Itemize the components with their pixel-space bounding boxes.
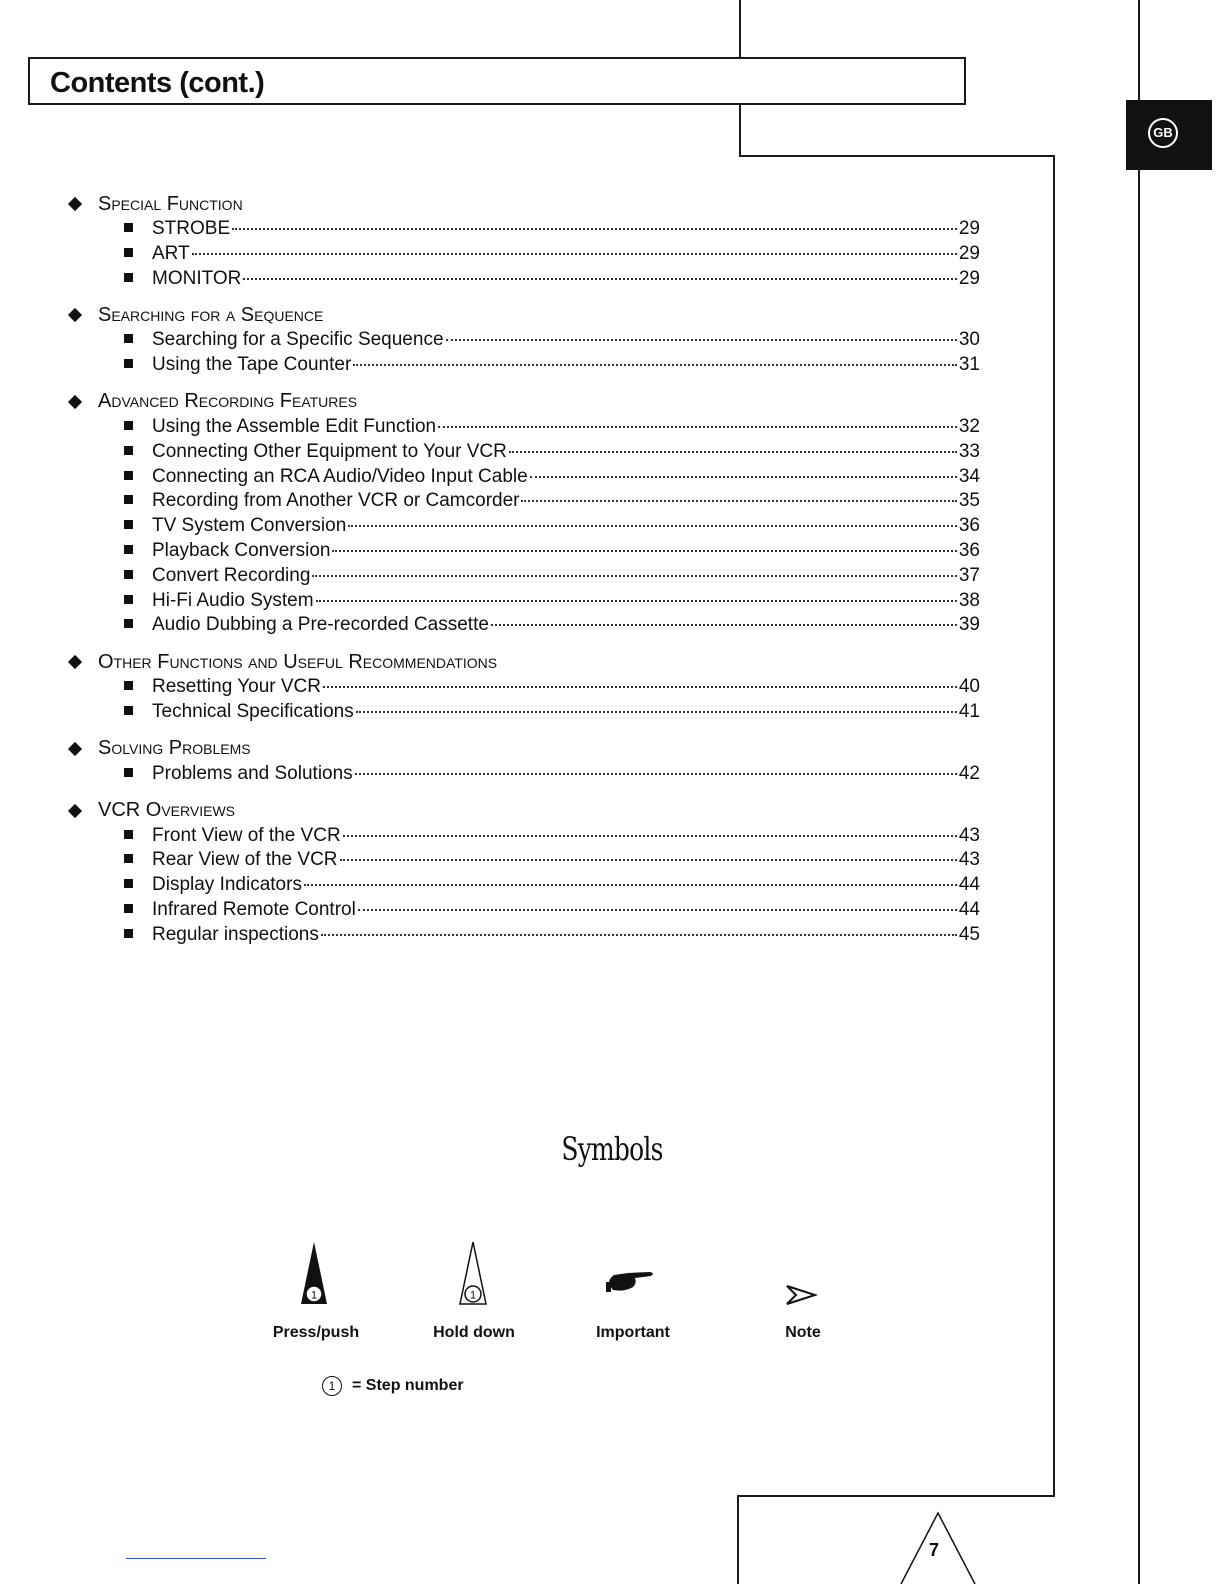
dot-leader <box>304 884 957 886</box>
toc-entry-page: 35 <box>958 490 980 512</box>
hold-down-icon <box>453 1240 493 1306</box>
toc-section <box>66 388 980 639</box>
toc-entry-title: Connecting Other Equipment to Your VCR <box>152 440 507 462</box>
toc-section-heading <box>66 648 980 676</box>
toc-entry-title: Using the Assemble Edit Function <box>152 415 437 437</box>
toc-section-heading <box>66 190 980 218</box>
square-bullet-icon <box>124 421 133 430</box>
dot-leader <box>491 624 957 626</box>
dot-leader <box>243 278 956 280</box>
toc-entry <box>66 466 980 491</box>
square-bullet-icon <box>124 223 133 232</box>
hold-down-symbol <box>398 1240 548 1306</box>
diamond-bullet-icon <box>68 395 82 409</box>
toc-entry-title: Recording from Another VCR or Camcorder <box>152 490 520 512</box>
press-push-icon <box>294 1240 334 1306</box>
toc-entry-page: 45 <box>958 923 980 945</box>
table-of-contents <box>66 190 980 958</box>
toc-section-title: Other Functions and Useful Recommendations <box>98 650 498 673</box>
press-push-step-glyph: 1 <box>310 1289 318 1302</box>
press-push-symbol <box>239 1240 389 1306</box>
toc-section-title: Searching for a Sequence <box>98 303 324 326</box>
toc-entry-title: Playback Conversion <box>152 539 331 561</box>
toc-section-heading <box>66 301 980 329</box>
toc-entry-title: Technical Specifications <box>152 700 354 722</box>
toc-entry <box>66 924 980 949</box>
toc-entry-title: ART <box>152 242 190 264</box>
dot-leader <box>509 451 957 453</box>
toc-entry-page: 37 <box>958 564 980 586</box>
toc-entry <box>66 515 980 540</box>
dot-leader <box>316 600 957 602</box>
pointing-hand-icon <box>602 1240 662 1306</box>
toc-section-title: Special Function <box>98 192 243 215</box>
toc-entry <box>66 354 980 379</box>
toc-entry-page: 30 <box>958 329 980 351</box>
dot-leader <box>323 686 957 688</box>
toc-entry-page: 44 <box>958 898 980 920</box>
toc-entry <box>66 540 980 565</box>
toc-section <box>66 735 980 788</box>
page-number: 7 <box>929 1540 940 1560</box>
diamond-bullet-icon <box>68 197 82 211</box>
toc-entry <box>66 329 980 354</box>
toc-entry-title: Infrared Remote Control <box>152 898 356 920</box>
toc-section <box>66 797 980 949</box>
dot-leader <box>356 711 957 713</box>
square-bullet-icon <box>124 830 133 839</box>
toc-entry-page: 43 <box>958 849 980 871</box>
symbols-title: Symbols <box>561 1130 663 1168</box>
square-bullet-icon <box>124 545 133 554</box>
square-bullet-icon <box>124 495 133 504</box>
toc-entry-title: Connecting an RCA Audio/Video Input Cable <box>152 465 528 487</box>
square-bullet-icon <box>124 520 133 529</box>
frame-line-horizontal <box>739 155 1055 157</box>
toc-entry-page: 36 <box>958 515 980 537</box>
toc-entry-page: 34 <box>958 465 980 487</box>
toc-entry <box>66 268 980 293</box>
toc-section-heading <box>66 797 980 825</box>
square-bullet-icon <box>124 446 133 455</box>
frame-line-bottom <box>737 1495 1055 1497</box>
page-title: Contents (cont.) <box>50 67 265 99</box>
toc-entry-title: TV System Conversion <box>152 515 347 537</box>
square-bullet-icon <box>124 570 133 579</box>
toc-entry <box>66 590 980 615</box>
square-bullet-icon <box>124 904 133 913</box>
page-edge-line <box>1138 0 1140 1584</box>
diamond-bullet-icon <box>68 308 82 322</box>
frame-line-inner-vertical <box>739 105 741 157</box>
square-bullet-icon <box>124 854 133 863</box>
toc-entry <box>66 416 980 441</box>
square-bullet-icon <box>124 334 133 343</box>
frame-line-top-vertical <box>739 0 741 57</box>
dot-leader <box>358 909 957 911</box>
toc-entry-page: 29 <box>958 267 980 289</box>
toc-entry-page: 41 <box>958 700 980 722</box>
dot-leader <box>438 426 957 428</box>
square-bullet-icon <box>124 681 133 690</box>
toc-entry-title: Rear View of the VCR <box>152 849 338 871</box>
toc-section-title: Solving Problems <box>98 737 251 760</box>
dot-leader <box>312 575 956 577</box>
toc-entry-title: Regular inspections <box>152 923 319 945</box>
dot-leader <box>355 773 957 775</box>
toc-section-heading <box>66 735 980 763</box>
toc-entry-page: 42 <box>958 762 980 784</box>
diamond-bullet-icon <box>68 803 82 817</box>
toc-entry <box>66 763 980 788</box>
dot-leader <box>192 253 957 255</box>
toc-entry-page: 36 <box>958 539 980 561</box>
toc-entry <box>66 441 980 466</box>
toc-section-title: Advanced Recording Features <box>98 390 358 413</box>
toc-section <box>66 190 980 292</box>
toc-entry-title: Hi-Fi Audio System <box>152 589 314 611</box>
toc-entry-page: 32 <box>958 415 980 437</box>
toc-section-title: VCR Overviews <box>98 799 235 822</box>
toc-section <box>66 301 980 379</box>
toc-entry <box>66 825 980 850</box>
dot-leader <box>321 934 957 936</box>
toc-entry-page: 44 <box>958 874 980 896</box>
step-number-legend <box>322 1376 464 1396</box>
diamond-bullet-icon <box>68 655 82 669</box>
toc-entry <box>66 701 980 726</box>
square-bullet-icon <box>124 471 133 480</box>
diamond-bullet-icon <box>68 742 82 756</box>
toc-entry-title: Front View of the VCR <box>152 824 341 846</box>
toc-entry-page: 29 <box>958 218 980 239</box>
note-label: Note <box>785 1324 821 1341</box>
dot-leader <box>343 835 957 837</box>
hold-down-label: Hold down <box>433 1324 515 1341</box>
step-number-circle: 1 <box>322 1376 342 1396</box>
toc-entry-title: STROBE <box>152 218 231 239</box>
toc-entry-title: Problems and Solutions <box>152 762 353 784</box>
language-tab <box>1126 100 1212 170</box>
language-badge: GB <box>1148 118 1178 148</box>
square-bullet-icon <box>124 706 133 715</box>
square-bullet-icon <box>124 595 133 604</box>
dot-leader <box>232 228 957 230</box>
toc-entry-page: 40 <box>958 676 980 698</box>
dot-leader <box>446 339 957 341</box>
toc-entry-title: Convert Recording <box>152 564 311 586</box>
frame-line-bottom-vertical <box>737 1495 739 1584</box>
toc-entry-title: Using the Tape Counter <box>152 354 352 376</box>
toc-entry <box>66 490 980 515</box>
press-push-label: Press/push <box>272 1324 360 1341</box>
frame-line-right-vertical <box>1053 155 1055 1497</box>
toc-entry-title: Display Indicators <box>152 874 302 896</box>
toc-entry-page: 29 <box>958 242 980 264</box>
dot-leader <box>340 859 957 861</box>
toc-entry-title: MONITOR <box>152 267 242 289</box>
decorative-blue-line <box>126 1558 266 1559</box>
dot-leader <box>348 525 957 527</box>
dot-leader <box>530 476 957 478</box>
toc-entry <box>66 899 980 924</box>
title-box <box>28 57 966 105</box>
toc-entry-page: 39 <box>958 614 980 636</box>
toc-entry-title: Resetting Your VCR <box>152 676 321 698</box>
note-symbol <box>727 1240 877 1306</box>
square-bullet-icon <box>124 248 133 257</box>
hold-down-step-glyph: 1 <box>469 1289 477 1302</box>
square-bullet-icon <box>124 619 133 628</box>
step-number-text: = Step number <box>352 1377 464 1394</box>
toc-entry <box>66 218 980 243</box>
dot-leader <box>353 364 957 366</box>
square-bullet-icon <box>124 273 133 282</box>
important-label: Important <box>596 1324 670 1341</box>
toc-entry-page: 38 <box>958 589 980 611</box>
toc-section <box>66 648 980 726</box>
square-bullet-icon <box>124 768 133 777</box>
toc-entry-page: 33 <box>958 440 980 462</box>
toc-entry-page: 31 <box>958 354 980 376</box>
arrowhead-icon <box>782 1240 822 1306</box>
toc-section-heading <box>66 388 980 416</box>
toc-entry-title: Audio Dubbing a Pre-recorded Cassette <box>152 614 489 636</box>
square-bullet-icon <box>124 879 133 888</box>
important-symbol <box>557 1240 707 1306</box>
toc-entry <box>66 243 980 268</box>
square-bullet-icon <box>124 929 133 938</box>
toc-entry <box>66 614 980 639</box>
toc-entry <box>66 565 980 590</box>
dot-leader <box>332 550 956 552</box>
square-bullet-icon <box>124 359 133 368</box>
toc-entry <box>66 874 980 899</box>
toc-entry <box>66 849 980 874</box>
toc-entry <box>66 676 980 701</box>
toc-entry-page: 43 <box>958 824 980 846</box>
toc-entry-title: Searching for a Specific Sequence <box>152 329 444 351</box>
dot-leader <box>521 500 956 502</box>
